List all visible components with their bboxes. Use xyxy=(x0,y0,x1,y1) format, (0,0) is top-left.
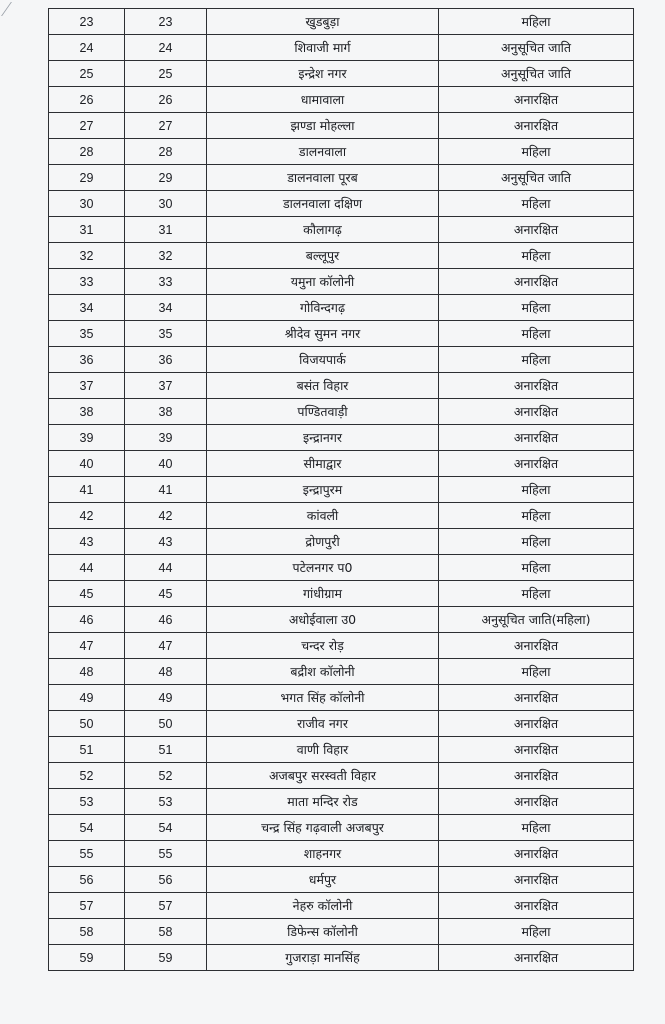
ward-number-cell: 58 xyxy=(125,919,207,945)
serial-number-cell: 57 xyxy=(49,893,125,919)
ward-number-cell: 25 xyxy=(125,61,207,87)
reservation-category-cell: महिला xyxy=(439,919,634,945)
ward-name-cell: इन्द्रापुरम xyxy=(207,477,439,503)
ward-name-cell: इन्द्रेश नगर xyxy=(207,61,439,87)
ward-name-cell: बद्रीश कॉलोनी xyxy=(207,659,439,685)
serial-number-cell: 38 xyxy=(49,399,125,425)
table-row xyxy=(49,789,634,815)
serial-number-cell: 34 xyxy=(49,295,125,321)
ward-number-cell: 26 xyxy=(125,87,207,113)
serial-number-cell: 46 xyxy=(49,607,125,633)
ward-number-cell: 40 xyxy=(125,451,207,477)
reservation-category-cell: महिला xyxy=(439,815,634,841)
reservation-category-cell: अनारक्षित xyxy=(439,451,634,477)
serial-number-cell: 50 xyxy=(49,711,125,737)
ward-number-cell: 27 xyxy=(125,113,207,139)
table-row xyxy=(49,191,634,217)
ward-name-cell: बसंत विहार xyxy=(207,373,439,399)
reservation-category-cell: अनुसूचित जाति xyxy=(439,165,634,191)
table-row xyxy=(49,815,634,841)
table-row xyxy=(49,659,634,685)
ward-number-cell: 39 xyxy=(125,425,207,451)
reservation-category-cell: अनारक्षित xyxy=(439,425,634,451)
ward-name-cell: गुजराड़ा मानसिंह xyxy=(207,945,439,971)
ward-name-cell: गांधीग्राम xyxy=(207,581,439,607)
ward-number-cell: 41 xyxy=(125,477,207,503)
serial-number-cell: 56 xyxy=(49,867,125,893)
serial-number-cell: 41 xyxy=(49,477,125,503)
serial-number-cell: 26 xyxy=(49,87,125,113)
ward-name-cell: पण्डितवाड़ी xyxy=(207,399,439,425)
ward-number-cell: 44 xyxy=(125,555,207,581)
table-row xyxy=(49,581,634,607)
ward-number-cell: 34 xyxy=(125,295,207,321)
table-row xyxy=(49,9,634,35)
ward-name-cell: चन्दर रोड़ xyxy=(207,633,439,659)
ward-name-cell: सीमाद्वार xyxy=(207,451,439,477)
ward-name-cell: माता मन्दिर रोड xyxy=(207,789,439,815)
serial-number-cell: 51 xyxy=(49,737,125,763)
ward-number-cell: 30 xyxy=(125,191,207,217)
reservation-category-cell: अनारक्षित xyxy=(439,633,634,659)
reservation-category-cell: अनारक्षित xyxy=(439,737,634,763)
ward-number-cell: 28 xyxy=(125,139,207,165)
serial-number-cell: 55 xyxy=(49,841,125,867)
ward-name-cell: भगत सिंह कॉलोनी xyxy=(207,685,439,711)
serial-number-cell: 31 xyxy=(49,217,125,243)
serial-number-cell: 27 xyxy=(49,113,125,139)
reservation-category-cell: अनारक्षित xyxy=(439,399,634,425)
ward-name-cell: इन्द्रानगर xyxy=(207,425,439,451)
reservation-category-cell: अनारक्षित xyxy=(439,763,634,789)
ward-name-cell: शाहनगर xyxy=(207,841,439,867)
table-row xyxy=(49,165,634,191)
table-row xyxy=(49,763,634,789)
ward-name-cell: चन्द्र सिंह गढ़वाली अजबपुर xyxy=(207,815,439,841)
table-row xyxy=(49,607,634,633)
reservation-category-cell: अनारक्षित xyxy=(439,373,634,399)
ward-number-cell: 57 xyxy=(125,893,207,919)
table-row xyxy=(49,893,634,919)
ward-number-cell: 48 xyxy=(125,659,207,685)
ward-name-cell: नेहरु कॉलोनी xyxy=(207,893,439,919)
serial-number-cell: 32 xyxy=(49,243,125,269)
table-row xyxy=(49,139,634,165)
serial-number-cell: 49 xyxy=(49,685,125,711)
serial-number-cell: 23 xyxy=(49,9,125,35)
ward-name-cell: राजीव नगर xyxy=(207,711,439,737)
reservation-category-cell: महिला xyxy=(439,321,634,347)
reservation-category-cell: अनारक्षित xyxy=(439,789,634,815)
reservation-category-cell: अनारक्षित xyxy=(439,893,634,919)
ward-number-cell: 47 xyxy=(125,633,207,659)
table-row xyxy=(49,347,634,373)
serial-number-cell: 40 xyxy=(49,451,125,477)
reservation-category-cell: महिला xyxy=(439,295,634,321)
serial-number-cell: 59 xyxy=(49,945,125,971)
serial-number-cell: 43 xyxy=(49,529,125,555)
ward-name-cell: गोविन्दगढ़ xyxy=(207,295,439,321)
table-row xyxy=(49,711,634,737)
ward-number-cell: 46 xyxy=(125,607,207,633)
ward-name-cell: झण्डा मोहल्ला xyxy=(207,113,439,139)
ward-name-cell: पटेलनगर प0 xyxy=(207,555,439,581)
ward-number-cell: 38 xyxy=(125,399,207,425)
reservation-category-cell: अनुसूचित जाति xyxy=(439,35,634,61)
serial-number-cell: 58 xyxy=(49,919,125,945)
table-row xyxy=(49,61,634,87)
reservation-category-cell: अनारक्षित xyxy=(439,711,634,737)
table-row xyxy=(49,685,634,711)
ward-name-cell: वाणी विहार xyxy=(207,737,439,763)
ward-name-cell: कांवली xyxy=(207,503,439,529)
serial-number-cell: 37 xyxy=(49,373,125,399)
reservation-category-cell: अनुसूचित जाति xyxy=(439,61,634,87)
table-row xyxy=(49,737,634,763)
table-row xyxy=(49,945,634,971)
ward-name-cell: शिवाजी मार्ग xyxy=(207,35,439,61)
reservation-category-cell: अनारक्षित xyxy=(439,685,634,711)
table-row xyxy=(49,529,634,555)
serial-number-cell: 35 xyxy=(49,321,125,347)
pen-mark xyxy=(1,2,24,16)
table-row xyxy=(49,633,634,659)
serial-number-cell: 47 xyxy=(49,633,125,659)
reservation-category-cell: अनारक्षित xyxy=(439,841,634,867)
serial-number-cell: 36 xyxy=(49,347,125,373)
table-row xyxy=(49,503,634,529)
ward-name-cell: यमुना कॉलोनी xyxy=(207,269,439,295)
ward-number-cell: 51 xyxy=(125,737,207,763)
serial-number-cell: 48 xyxy=(49,659,125,685)
ward-number-cell: 29 xyxy=(125,165,207,191)
ward-name-cell: अधोईवाला उ0 xyxy=(207,607,439,633)
ward-number-cell: 59 xyxy=(125,945,207,971)
reservation-category-cell: महिला xyxy=(439,659,634,685)
ward-number-cell: 36 xyxy=(125,347,207,373)
reservation-category-cell: अनुसूचित जाति(महिला) xyxy=(439,607,634,633)
serial-number-cell: 25 xyxy=(49,61,125,87)
table-row xyxy=(49,87,634,113)
ward-number-cell: 56 xyxy=(125,867,207,893)
serial-number-cell: 54 xyxy=(49,815,125,841)
table-row xyxy=(49,373,634,399)
table-row xyxy=(49,919,634,945)
table-row xyxy=(49,35,634,61)
ward-number-cell: 55 xyxy=(125,841,207,867)
table-row xyxy=(49,269,634,295)
ward-number-cell: 49 xyxy=(125,685,207,711)
ward-number-cell: 24 xyxy=(125,35,207,61)
table-row xyxy=(49,217,634,243)
serial-number-cell: 29 xyxy=(49,165,125,191)
table-row xyxy=(49,555,634,581)
ward-number-cell: 43 xyxy=(125,529,207,555)
ward-number-cell: 37 xyxy=(125,373,207,399)
ward-number-cell: 32 xyxy=(125,243,207,269)
reservation-category-cell: महिला xyxy=(439,503,634,529)
ward-number-cell: 53 xyxy=(125,789,207,815)
ward-name-cell: धर्मपुर xyxy=(207,867,439,893)
serial-number-cell: 52 xyxy=(49,763,125,789)
reservation-category-cell: अनारक्षित xyxy=(439,217,634,243)
serial-number-cell: 33 xyxy=(49,269,125,295)
reservation-category-cell: अनारक्षित xyxy=(439,269,634,295)
ward-number-cell: 42 xyxy=(125,503,207,529)
ward-number-cell: 35 xyxy=(125,321,207,347)
ward-name-cell: धामावाला xyxy=(207,87,439,113)
ward-number-cell: 45 xyxy=(125,581,207,607)
reservation-category-cell: महिला xyxy=(439,9,634,35)
reservation-category-cell: महिला xyxy=(439,529,634,555)
serial-number-cell: 42 xyxy=(49,503,125,529)
table-row xyxy=(49,113,634,139)
ward-reservation-table xyxy=(48,8,634,971)
ward-name-cell: विजयपार्क xyxy=(207,347,439,373)
reservation-category-cell: महिला xyxy=(439,477,634,503)
reservation-category-cell: महिला xyxy=(439,243,634,269)
ward-number-cell: 33 xyxy=(125,269,207,295)
ward-name-cell: बल्लूपुर xyxy=(207,243,439,269)
reservation-category-cell: अनारक्षित xyxy=(439,867,634,893)
ward-number-cell: 54 xyxy=(125,815,207,841)
ward-name-cell: अजबपुर सरस्वती विहार xyxy=(207,763,439,789)
serial-number-cell: 30 xyxy=(49,191,125,217)
reservation-category-cell: अनारक्षित xyxy=(439,87,634,113)
ward-name-cell: डालनवाला दक्षिण xyxy=(207,191,439,217)
serial-number-cell: 24 xyxy=(49,35,125,61)
serial-number-cell: 28 xyxy=(49,139,125,165)
reservation-category-cell: महिला xyxy=(439,555,634,581)
table-row xyxy=(49,451,634,477)
serial-number-cell: 53 xyxy=(49,789,125,815)
table-row xyxy=(49,425,634,451)
table-row xyxy=(49,295,634,321)
reservation-category-cell: महिला xyxy=(439,191,634,217)
table-body xyxy=(49,9,634,971)
table-row xyxy=(49,399,634,425)
ward-number-cell: 52 xyxy=(125,763,207,789)
ward-name-cell: डालनवाला पूरब xyxy=(207,165,439,191)
table-row xyxy=(49,841,634,867)
reservation-category-cell: महिला xyxy=(439,581,634,607)
serial-number-cell: 45 xyxy=(49,581,125,607)
table-row xyxy=(49,477,634,503)
table-row xyxy=(49,867,634,893)
ward-name-cell: श्रीदेव सुमन नगर xyxy=(207,321,439,347)
ward-name-cell: द्रोणपुरी xyxy=(207,529,439,555)
ward-number-cell: 23 xyxy=(125,9,207,35)
reservation-category-cell: अनारक्षित xyxy=(439,945,634,971)
ward-number-cell: 31 xyxy=(125,217,207,243)
ward-name-cell: कौलागढ़ xyxy=(207,217,439,243)
reservation-category-cell: महिला xyxy=(439,347,634,373)
reservation-category-cell: अनारक्षित xyxy=(439,113,634,139)
ward-name-cell: डिफेन्स कॉलोनी xyxy=(207,919,439,945)
reservation-category-cell: महिला xyxy=(439,139,634,165)
serial-number-cell: 39 xyxy=(49,425,125,451)
ward-number-cell: 50 xyxy=(125,711,207,737)
table-row xyxy=(49,321,634,347)
ward-name-cell: डालनवाला xyxy=(207,139,439,165)
table-row xyxy=(49,243,634,269)
ward-name-cell: खुडबुड़ा xyxy=(207,9,439,35)
serial-number-cell: 44 xyxy=(49,555,125,581)
